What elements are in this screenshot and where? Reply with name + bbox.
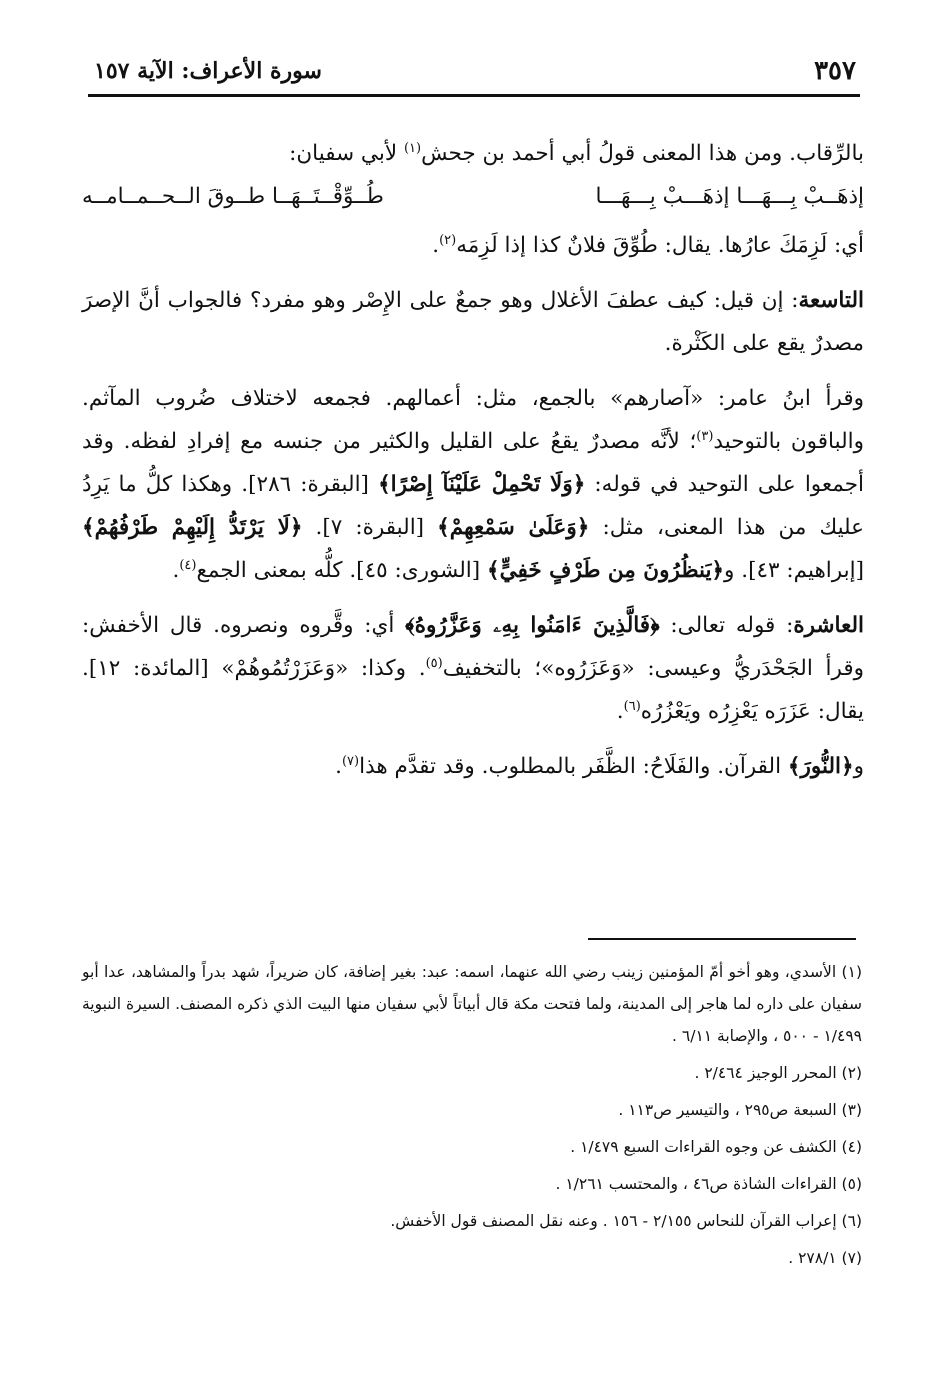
running-title: سورة الأعراف: الآية ١٥٧	[94, 58, 322, 84]
section-keyword: التاسعة	[798, 288, 864, 313]
paragraph-intro	[82, 132, 864, 175]
footnote-ref: (٢)	[439, 232, 457, 248]
footnote-4: (٤) الكشف عن وجوه القراءات السبع ١/٤٧٩ .	[570, 1138, 862, 1156]
footnote-ref: (١)	[403, 140, 422, 156]
paragraph-readings	[82, 377, 864, 592]
text-run: ؛ لأنَّه مصدرٌ يقعُ على القليل والكثير من جنسه مع إفرادِ لفظه. وقد أجمعوا على التوحيد في قوله:	[82, 429, 864, 497]
paragraph-explanation	[82, 224, 864, 267]
footnote-5: (٥) القراءات الشاذة ص٤٦ ، والمحتسب ١/٢٦١ .	[555, 1175, 862, 1193]
text-run: [إبراهيم: ٤٣]. و	[724, 558, 864, 583]
text-run: . وكذا: «وَعَزَرْتُمُوهُمْ» [المائدة: ١٢]. يقال: عَزَرَه يَعْزِرُه ويَعْزُرُه	[82, 656, 864, 724]
text-run: أي: وقَّروه ونصروه. قال الأخفش: وقرأ الجَحْدَريُّ وعيسى: «وَعَزَرُوه»؛ بالتخفيف	[82, 613, 864, 681]
footnote-ref: (٥)	[425, 655, 443, 671]
quran-quote: ﴿فَالَّذِينَ ءَامَنُوا بِهِۦ وَعَزَّرُوهُ﴾	[405, 613, 660, 638]
text-run: .	[172, 558, 180, 583]
footnote-2: (٢) المحرر الوجيز ٢/٤٦٤ .	[694, 1064, 862, 1082]
quran-quote: ﴿يَنظُرُونَ مِن طَرْفٍ خَفِيٍّ﴾	[487, 558, 725, 583]
quran-quote: ﴿وَلَا تَحْمِلْ عَلَيْنَآ إِصْرًا﴾	[378, 472, 586, 497]
quran-quote: ﴿وَعَلَىٰ سَمْعِهِمْ﴾	[437, 515, 590, 540]
text-run: .	[335, 754, 342, 779]
text-run: بالرِّقاب. ومن هذا المعنى قولُ أبي أحمد بن جحش	[421, 141, 864, 166]
verse-first-hemistich: إذهَــبْ بِـــهَـــا إذهَـــبْ بِـــهَـــا	[595, 184, 864, 209]
text-run: : قوله تعالى:	[659, 613, 794, 638]
section-keyword: العاشرة	[793, 613, 864, 638]
poetry-verse	[82, 175, 864, 218]
text-run: .	[432, 233, 440, 258]
page-header	[88, 50, 860, 97]
paragraph-ninth	[82, 279, 864, 365]
paragraph-light	[82, 745, 864, 788]
text-run: .	[616, 699, 624, 724]
text-run: و	[853, 754, 864, 779]
page-number: ٣٥٧	[814, 56, 856, 86]
footnotes	[82, 956, 862, 1279]
text-run: [البقرة: ٢٨٦]. وهكذا كلُّ ما يَرِدُ عليك من هذا المعنى، مثل:	[82, 472, 865, 540]
footnote-3: (٣) السبعة ص٢٩٥ ، والتيسير ص١١٣ .	[618, 1101, 862, 1119]
quran-quote: ﴿النُّورَ﴾	[787, 754, 854, 779]
footnote-divider	[588, 938, 856, 940]
paragraph-tenth	[82, 604, 864, 733]
text-run: وقرأ ابنُ عامر: «آصارهم» بالجمع، مثل: أعمالهم. فجمعه لاختلاف ضُروب المآثم. والباقون بالتوحيد	[82, 386, 864, 454]
footnote-1: (١) الأسدي، وهو أخو أمّ المؤمنين زينب رضي الله عنهما، اسمه: عبد: بغير إضافة، كان ضريراً، شهد بدراً والمشاهد، عدا أبو سفيان على داره لما هاجر إلى المدينة، ولما فتحت مكة قال أبياتاً لأبي سفيان منها البيت الذي ذكره المصنف. السيرة النبوية ١/٤٩٩ - ٥٠٠ ، والإصابة ٦/١١ .	[82, 963, 862, 1045]
text-run: : إن قيل: كيف عطفَ الأغلال وهو جمعٌ على الإِصْر وهو مفرد؟ فالجواب أنَّ الإصرَ مصدرٌ يقع على الكَثْرة.	[82, 288, 864, 356]
text-run: [الشورى: ٤٥]. كلُّه بمعنى الجمع	[196, 558, 487, 583]
verse-second-hemistich: طُــوِّقْــتَــهَــا طــوقَ الــحــمــامــه	[82, 184, 384, 209]
text-run: القرآن. والفَلَاحُ: الظَّفَر بالمطلوب. وقد تقدَّم هذا	[359, 754, 788, 779]
text-run: [البقرة: ٧].	[302, 515, 438, 540]
footnote-6: (٦) إعراب القرآن للنحاس ٢/١٥٥ - ١٥٦ . وعنه نقل المصنف قول الأخفش.	[390, 1212, 862, 1230]
quran-quote: ﴿لَا يَرْتَدُّ إِلَيْهِمْ طَرْفُهُمْ﴾	[82, 515, 303, 540]
footnote-ref: (٣)	[696, 428, 714, 444]
footnote-7: (٧) ٢٧٨/١ .	[788, 1249, 862, 1267]
footnote-ref: (٦)	[623, 698, 641, 714]
text-run: أي: لَزِمَكَ عارُها. يقال: طُوِّقَ فلانٌ كذا إذا لَزِمَه	[456, 233, 864, 258]
main-text	[82, 132, 864, 800]
footnote-ref: (٤)	[179, 557, 197, 573]
footnote-ref: (٧)	[341, 753, 360, 769]
text-run: لأبي سفيان:	[289, 141, 404, 166]
